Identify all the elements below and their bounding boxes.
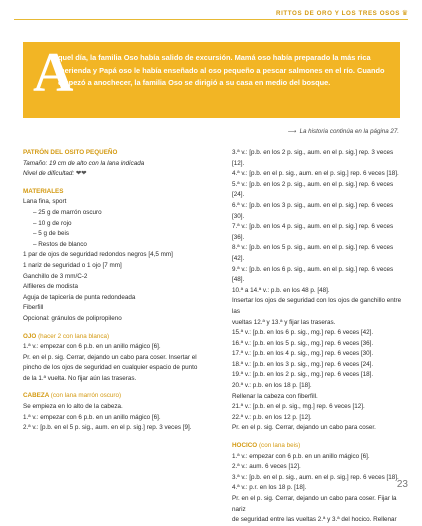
head-row: 21.ª v.: [p.b. en el p. sig., mg.] rep. 6 veces [12]. bbox=[232, 403, 365, 411]
material-item: Fiberfill bbox=[23, 304, 44, 312]
material-item: – 5 g de beis bbox=[33, 230, 70, 238]
head-row: 18.ª v.: [p.b. en los 3 p. sig., mg.] rep. 6 veces [24]. bbox=[232, 360, 374, 368]
head-row: Insertar los ojos de seguridad con los ojos de ganchillo entre las bbox=[232, 297, 402, 315]
eye-title: OJO bbox=[23, 332, 37, 340]
head-row: 16.ª v.: [p.b. en los 5 p. sig., mg.] rep. 6 veces [36]. bbox=[232, 339, 374, 347]
head-row: 22.ª v.: p.b. en los 12 p. [12]. bbox=[232, 413, 312, 421]
head-note: (con lana marrón oscuro) bbox=[50, 392, 122, 400]
continue-note bbox=[288, 128, 399, 135]
head-title: CABEZA bbox=[23, 392, 50, 400]
size-text: Tamaño: 19 cm de alto con la lana indicada bbox=[23, 159, 145, 167]
chapter-title: RITTOS DE ORO Y LOS TRES OSOS bbox=[276, 10, 400, 17]
head-row: 15.ª v.: [p.b. en los 6 p. sig., mg.] rep. 6 veces [42]. bbox=[232, 329, 374, 337]
snout-line: 4.ª v.: p.r. en los 18 p. [18]. bbox=[232, 484, 307, 492]
right-column bbox=[232, 148, 402, 526]
snout-line: 2.ª v.: aum. 6 veces [12]. bbox=[232, 463, 301, 471]
story-text: quel día, la familia Oso había salido de excursión. Mamá oso había preparado la más rica merienda y Papá oso le había enseñado al oso pequeño a pescar salmones en el río. Cuando empezó a anochecer, la familia Oso se dirigió a su casa en medio del bosque. bbox=[58, 53, 385, 87]
snout-title: HOCICO bbox=[232, 442, 258, 450]
head-row: Rellenar la cabeza con fiberfill. bbox=[232, 392, 318, 400]
eye-line: 1.ª v.: empezar con 6 p.b. en un anillo mágico [6]. bbox=[23, 343, 161, 351]
head-row: 19.ª v.: [p.b. en los 2 p. sig., mg.] rep. 6 veces [18]. bbox=[232, 371, 374, 379]
snout-line: 1.ª v.: empezar con 6 p.b. en un anillo mágico [6]. bbox=[232, 452, 370, 460]
snout-line: 3.ª v.: [p.b. en el p. sig., aum. en el p. sig.] rep. 6 veces [18]. bbox=[232, 473, 399, 481]
continue-text: La historia continúa en la página 27. bbox=[299, 128, 399, 135]
difficulty-icon: ❤❤ bbox=[75, 170, 87, 178]
arrow-icon: ⟶ bbox=[287, 128, 297, 135]
materials-title: MATERIALES bbox=[23, 187, 64, 195]
snout-section-title bbox=[232, 441, 402, 452]
head-row: 5.ª v.: [p.b. en los 2 p. sig., aum. en el p. sig.] rep. 6 veces [24]. bbox=[232, 180, 394, 199]
head-row: 10.ª a 14.ª v.: p.b. en los 48 p. [48]. bbox=[232, 286, 330, 294]
material-item: Ganchillo de 3 mm/C-2 bbox=[23, 272, 88, 280]
head-row: 6.ª v.: [p.b. en los 3 p. sig., aum. en el p. sig.] rep. 6 veces [30]. bbox=[232, 201, 394, 220]
eye-line: Pr. en el p. sig. Cerrar, dejando un cabo para coser. Insertar el bbox=[23, 353, 197, 361]
drop-cap: A bbox=[33, 42, 74, 104]
crown-icon: ♛ bbox=[401, 10, 408, 17]
head-line: 1.ª v.: empezar con 6 p.b. en un anillo mágico [6]. bbox=[23, 413, 161, 421]
snout-line: Pr. en el p. sig. Cerrar, dejando un cabo para coser. Fijar la nariz bbox=[232, 495, 397, 513]
page-number: 23 bbox=[396, 479, 408, 490]
head-row: 4.ª v.: [p.b. en el p. sig., aum. en el p. sig.] rep. 6 veces [18]. bbox=[232, 170, 399, 178]
snout-line: de seguridad entre las vueltas 2.ª y 3.ª del hocico. Rellenar bbox=[232, 516, 397, 524]
head-row: 7.ª v.: [p.b. en los 4 p. sig., aum. en el p. sig.] rep. 6 veces [36]. bbox=[232, 223, 394, 241]
material-item: Opcional: gránulos de polipropileno bbox=[23, 314, 122, 322]
pattern-title: PATRÓN DEL OSITO PEQUEÑO bbox=[23, 149, 118, 156]
material-item: 1 nariz de seguridad o 1 ojo [7 mm] bbox=[23, 261, 122, 269]
material-item: Alfileres de modista bbox=[23, 283, 78, 291]
left-column bbox=[23, 148, 213, 434]
material-item: – 25 g de marrón oscuro bbox=[33, 208, 102, 216]
head-row: 9.ª v.: [p.b. en los 6 p. sig., aum. en el p. sig.] rep. 6 veces [48]. bbox=[232, 265, 394, 284]
snout-note: (con lana beis) bbox=[258, 442, 301, 450]
head-row: 8.ª v.: [p.b. en los 5 p. sig., aum. en el p. sig.] rep. 6 veces [42]. bbox=[232, 244, 394, 262]
head-row: 20.ª v.: p.b. en los 18 p. [18]. bbox=[232, 382, 312, 390]
head-section-title bbox=[23, 391, 213, 402]
eye-line: de la 1.ª vuelta. No fijar aún las traseras. bbox=[23, 374, 137, 382]
page-header bbox=[0, 0, 422, 26]
material-item: – 10 g de rojo bbox=[33, 219, 72, 227]
story-box bbox=[23, 42, 400, 118]
material-item: – Restos de blanco bbox=[33, 240, 87, 248]
head-row: Pr. en el p. sig. Cerrar, dejando un cabo para coser. bbox=[232, 424, 376, 432]
head-row: 3.ª v.: [p.b. en los 2 p. sig., aum. en el p. sig.] rep. 3 veces [12]. bbox=[232, 149, 394, 167]
header-rule bbox=[14, 19, 408, 20]
difficulty-line bbox=[23, 169, 213, 180]
eye-note: (hacer 2 con lana blanca) bbox=[38, 332, 110, 340]
material-item: Aguja de tapicería de punta redondeada bbox=[23, 293, 136, 301]
eye-section-title bbox=[23, 332, 213, 343]
eye-line: pincho de los ojos de seguridad en cualquier espacio de punto bbox=[23, 364, 198, 372]
material-item: 1 par de ojos de seguridad redondos negros [4,5 mm] bbox=[23, 251, 173, 259]
material-item: Lana fina, sport bbox=[23, 198, 67, 206]
head-row: 17.ª v.: [p.b. en los 4 p. sig., mg.] rep. 6 veces [30]. bbox=[232, 350, 374, 358]
head-row: vueltas 12.ª y 13.ª y fijar las traseras. bbox=[232, 318, 336, 326]
difficulty-label: Nivel de dificultad: bbox=[23, 170, 75, 178]
head-line: Se empieza en lo alto de la cabeza. bbox=[23, 403, 123, 411]
head-line: 2.ª v.: [p.b. en el 5 p. sig., aum. en el p. sig.] rep. 3 veces [9]. bbox=[23, 424, 192, 432]
